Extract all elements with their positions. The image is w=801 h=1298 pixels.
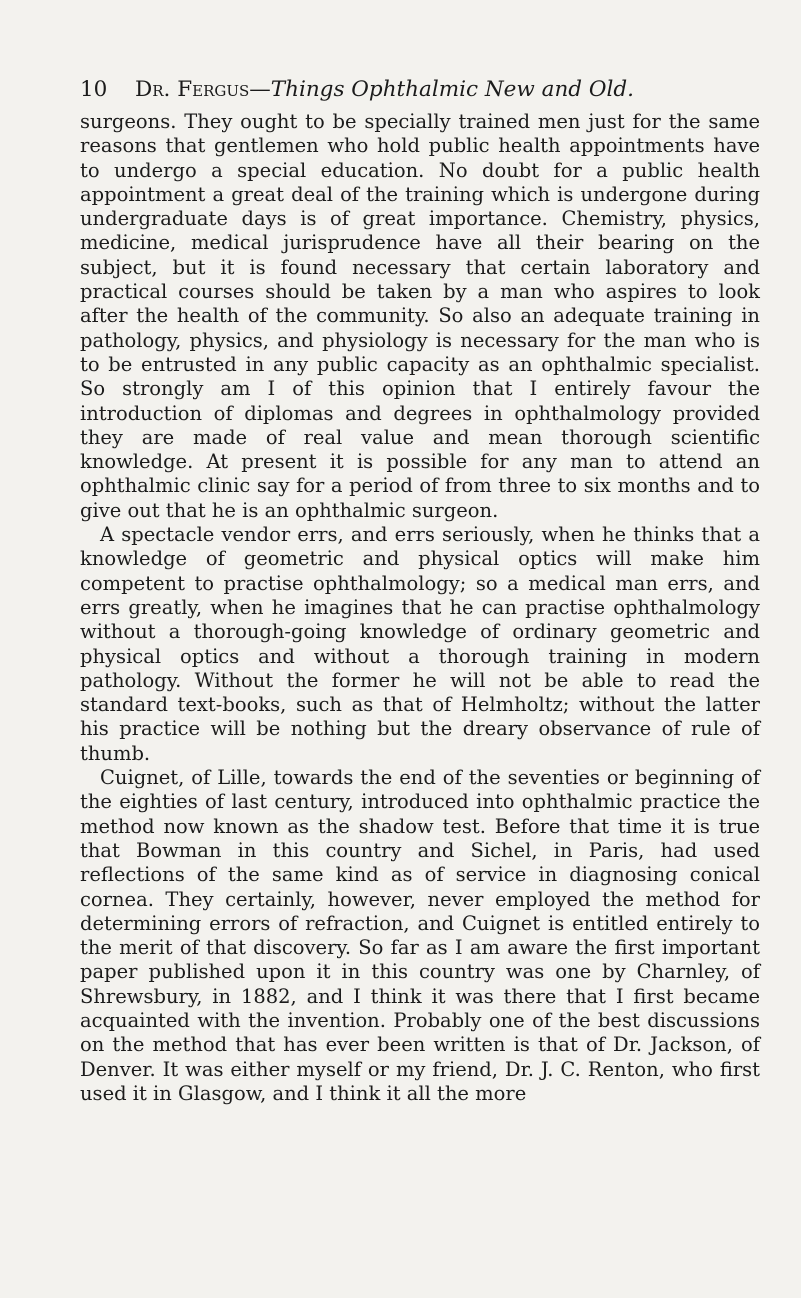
header-separator: — [249, 77, 271, 102]
paragraph-3: Cuignet, of Lille, towards the end of the seventies or beginning of the eighties of last century, introduced into ophthalmic practice the method now known as the shadow test. Before that time it is true that Bowman in this country and Sichel, in Paris, had used reflections of the same kind as of service in diagnosing conical cornea. They certainly, however, never employed the method for determining errors of refraction, and Cuignet is entitled entirely to the merit of that discovery. So far as I am aware the first important paper published upon it in this country was one by Charnley, of Shrewsbury, in 1882, and I think it was there that I first became acquainted with the invention. Probably one of the best discussions on the method that has ever been written is that of Dr. Jackson, of Denver. It was either myself or my friend, Dr. J. C. Renton, who first used it in Glasgow, and I think it all the more [80, 766, 760, 1105]
paragraph-1: surgeons. They ought to be specially trained men just for the same reasons that gentlemen who hold public health appointments have to undergo a special education. No doubt for a public health appointment a great deal of the training which is undergone during undergraduate days is of great importance. Chemistry, physics, medicine, medical jurisprudence have all their bearing on the subject, but it is found necessary that certain laboratory and practical courses should be taken by a man who aspires to look after the health of the community. So also an adequate training in pathology, physics, and physiology is necessary for the man who is to be entrusted in any public capacity as an ophthalmic specialist. So strongly am I of this opinion that I entirely favour the introduction of diplomas and degrees in ophthalmology provided they are made of real value and mean thorough scientific knowledge. At present it is possible for any man to attend an ophthalmic clinic say for a period of from three to six months and to give out that he is an ophthalmic surgeon. [80, 110, 760, 522]
paragraph-2: A spectacle vendor errs, and errs seriously, when he thinks that a knowledge of geometric and physical optics will make him competent to practise ophthalmology; so a medical man errs, and errs greatly, when he imagines that he can practise ophthalmology without a thorough-going knowledge of ordinary geometric and physical optics and without a thorough training in modern pathology. Without the former he will not be able to read the standard text-books, such as that of Helmholtz; without the latter his practice will be nothing but the dreary observance of rule of thumb. [80, 523, 760, 765]
header-title: Things Ophthalmic New and Old. [270, 77, 634, 102]
header-author: Dr. Fergus [135, 77, 250, 102]
page-number: 10 [80, 77, 108, 102]
body-text [80, 110, 760, 1106]
running-header [80, 75, 760, 105]
